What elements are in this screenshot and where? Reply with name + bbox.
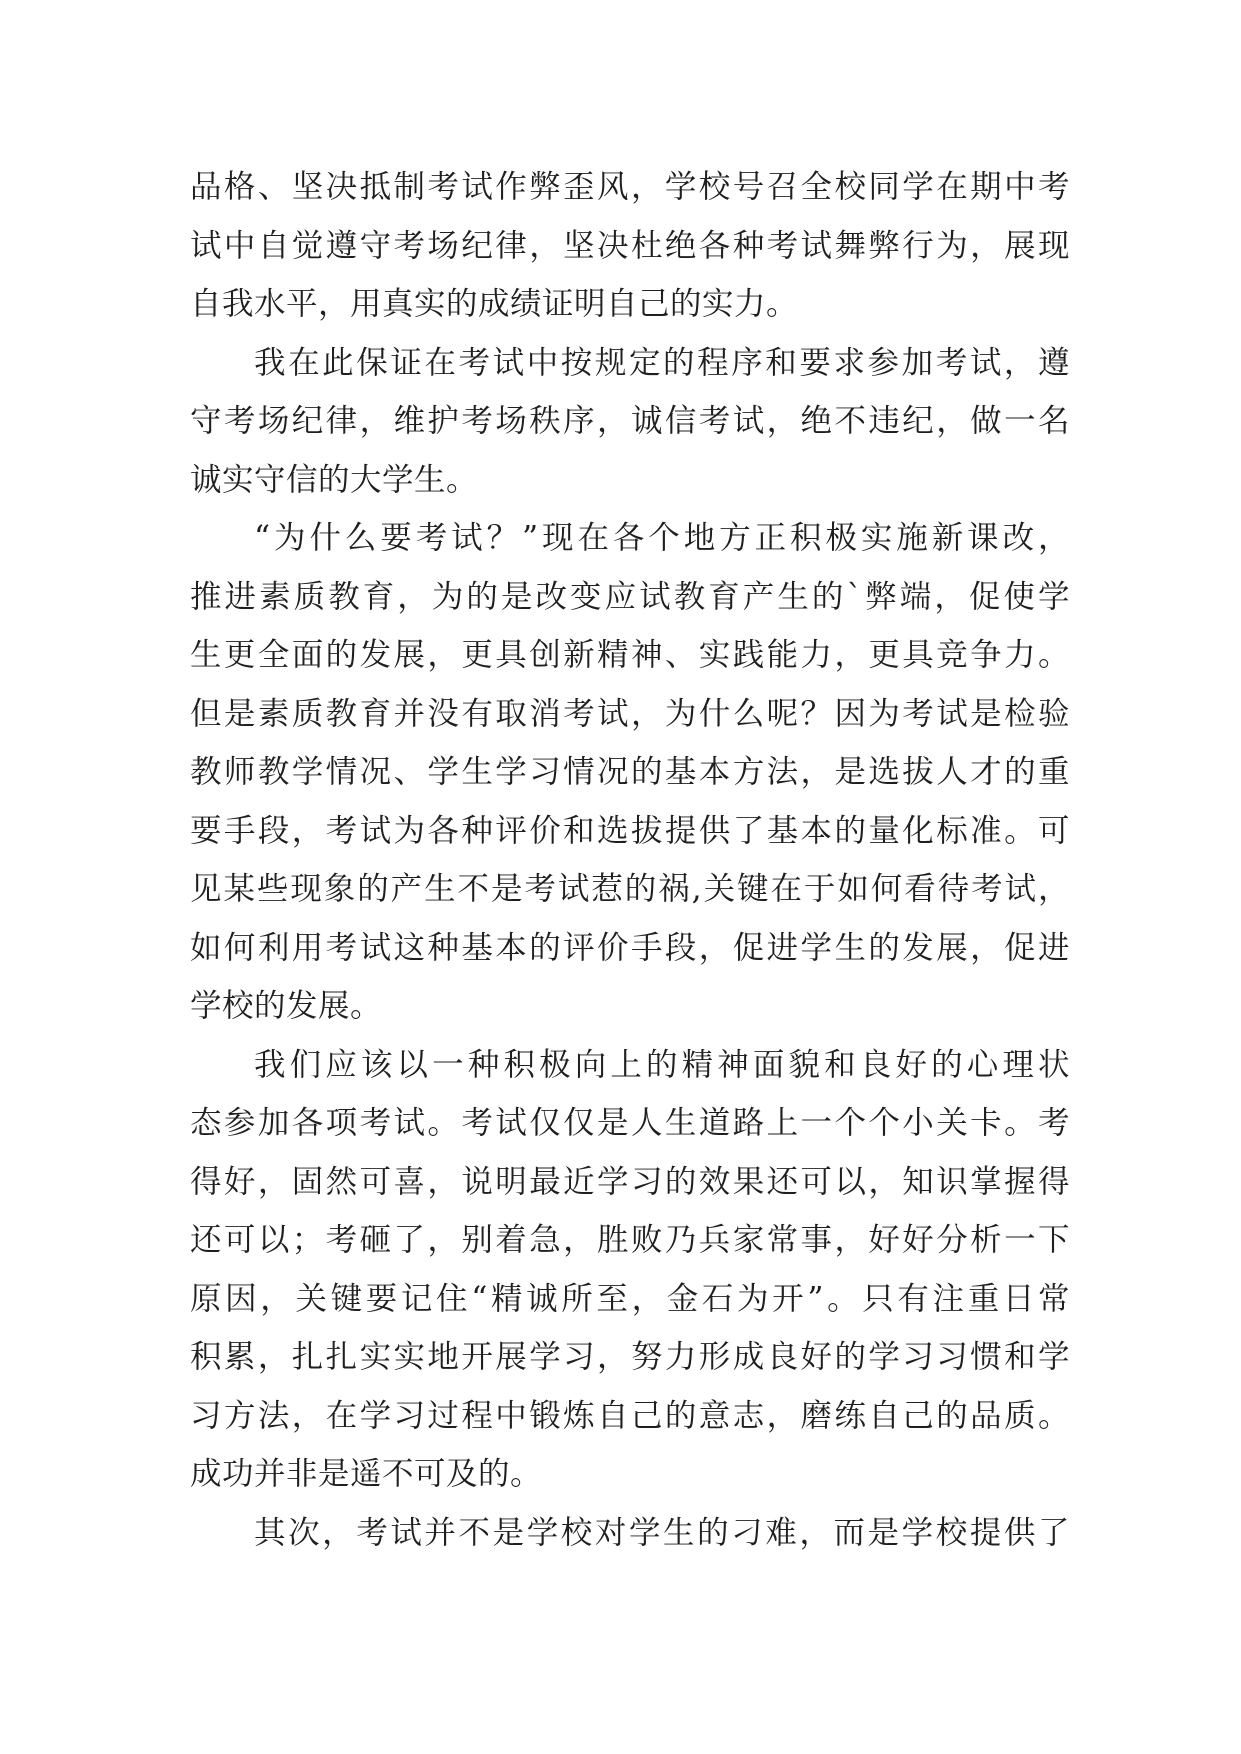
body-text — [190, 158, 1070, 1562]
text-line: 但是素质教育并没有取消考试，为什么呢？因为考试是检验 — [190, 695, 1070, 732]
text-line: 自我水平，用真实的成绩证明自己的实力。 — [190, 286, 799, 322]
text-line: 见某些现象的产生不是考试惹的祸,关键在于如何看待考试， — [190, 871, 1070, 907]
text-line: 推进素质教育，为的是改变应试教育产生的`弊端，促使学 — [190, 578, 1070, 615]
text-line: “为什么要考试？”现在各个地方正积极实施新课改， — [254, 520, 1070, 556]
text-line: 还可以；考砸了，别着急，胜败乃兵家常事，好好分析一下 — [190, 1222, 1070, 1258]
text-line: 成功并非是遥不可及的。 — [190, 1456, 543, 1492]
text-line: 我在此保证在考试中按规定的程序和要求参加考试，遵 — [254, 344, 1070, 381]
text-line: 其次，考试并不是学校对学生的刁难，而是学校提供了 — [254, 1514, 1070, 1551]
text-line: 诚实守信的大学生。 — [190, 461, 479, 498]
text-line: 要手段，考试为各种评价和选拔提供了基本的量化标准。可 — [190, 812, 1070, 849]
text-line: 学校的发展。 — [190, 988, 383, 1024]
text-line: 教师教学情况、学生学习情况的基本方法，是选拔人才的重 — [190, 754, 1070, 790]
text-line: 态参加各项考试。考试仅仅是人生道路上一个个小关卡。考 — [190, 1105, 1070, 1141]
text-line: 我们应该以一种积极向上的精神面貌和良好的心理状 — [254, 1046, 1070, 1083]
text-line: 试中自觉遵守考场纪律，坚决杜绝各种考试舞弊行为，展现 — [190, 227, 1070, 264]
text-line: 习方法，在学习过程中锻炼自己的意志，磨练自己的品质。 — [190, 1397, 1070, 1434]
text-line: 如何利用考试这种基本的评价手段，促进学生的发展，促进 — [190, 929, 1070, 966]
text-line: 积累，扎扎实实地开展学习，努力形成良好的学习习惯和学 — [190, 1339, 1070, 1375]
text-line: 生更全面的发展，更具创新精神、实践能力，更具竞争力。 — [190, 637, 1070, 673]
text-line: 守考场纪律，维护考场秩序，诚信考试，绝不违纪，做一名 — [190, 403, 1070, 439]
text-line: 品格、坚决抵制考试作弊歪风，学校号召全校同学在期中考 — [190, 169, 1070, 205]
text-line: 得好，固然可喜，说明最近学习的效果还可以，知识掌握得 — [190, 1163, 1070, 1200]
text-line: 原因，关键要记住“精诚所至，金石为开”。只有注重日常 — [190, 1280, 1070, 1317]
